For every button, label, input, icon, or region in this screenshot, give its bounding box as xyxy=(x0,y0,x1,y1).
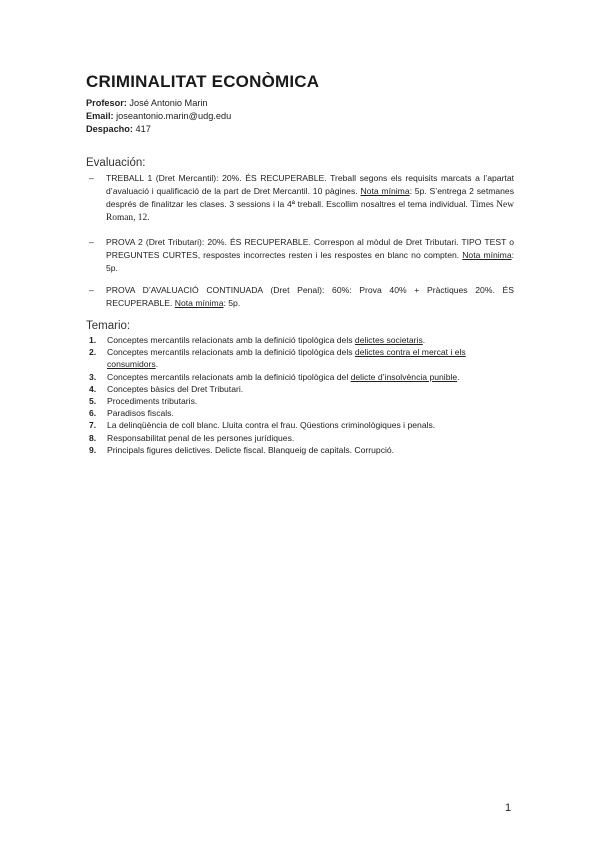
item-text: Conceptes mercantils relacionats amb la definició tipològica dels xyxy=(107,335,355,345)
item-number: 5. xyxy=(89,396,97,407)
item-number: 8. xyxy=(89,432,97,443)
item-text: . xyxy=(457,371,460,382)
item-text: : 5p. xyxy=(223,297,241,308)
underlined-topic: delictes contra el mercat i els consumidors xyxy=(107,347,466,370)
profesor-label: Profesor: xyxy=(86,98,127,108)
page-title: CRIMINALITAT ECONÒMICA xyxy=(86,72,320,91)
dash-bullet: – xyxy=(89,173,94,183)
underlined-topic: delicte d’insolvència punible xyxy=(350,371,458,382)
temario-item xyxy=(86,371,516,383)
temario-heading: Temario: xyxy=(86,320,131,332)
temario-item xyxy=(86,407,516,419)
dash-bullet: – xyxy=(89,237,94,247)
item-text: PROVA 2 (Dret Tributari): 20%. ÉS RECUPERABLE. Correspon al mòdul de Dret Tributari. TIPO TEST o PREGUNTES CURTES, respostes incorrectes resten i les respostes en blanc no compten. xyxy=(106,237,514,260)
dash-bullet: – xyxy=(89,285,94,295)
temario-item xyxy=(86,444,516,456)
profesor-value: José Antonio Marin xyxy=(126,98,208,108)
item-text: Responsabilitat penal de les persones jurídiques. xyxy=(107,432,295,443)
nota-minima: Nota mínima xyxy=(462,249,512,260)
item-number: 6. xyxy=(89,408,97,419)
item-text: Principals figures delictives. Delicte fiscal. Blanqueig de capitals. Corrupció. xyxy=(107,444,395,455)
temario-list xyxy=(86,334,516,456)
evaluacion-item-3 xyxy=(86,284,514,310)
temario-item xyxy=(86,334,516,346)
email-label: Email: xyxy=(86,111,114,121)
item-number: 3. xyxy=(89,371,97,382)
item-number: 4. xyxy=(89,383,97,394)
underlined-topic: delictes societaris xyxy=(354,335,423,345)
temario-item xyxy=(86,346,516,370)
font-spec: Times New Roman, 12. xyxy=(106,199,514,224)
evaluacion-list xyxy=(86,172,514,225)
page-number: 1 xyxy=(505,802,512,814)
temario-item xyxy=(86,395,516,407)
item-number: 1. xyxy=(89,335,97,345)
item-text: TREBALL 1 (Dret Mercantil): 20%. ÉS RECUPERABLE. Treball segons els requisits marcats a l’apartat d’avaluació i qualificació de la part de Dret Mercantil. 10 pàgines. xyxy=(106,173,514,196)
evaluacion-list-3 xyxy=(86,284,514,310)
item-text: : 5p. xyxy=(106,249,515,273)
item-text: PROVA D’AVALUACIÓ CONTINUADA (Dret Penal): 60%: Prova 40% + Pràctiques 20%. ÉS RECUPERABLE. xyxy=(106,285,514,308)
nota-minima: Nota mínima xyxy=(360,185,410,196)
evaluacion-item-1 xyxy=(86,172,514,225)
evaluacion-item-2 xyxy=(86,236,514,274)
item-number: 7. xyxy=(89,420,97,431)
item-text: . xyxy=(155,359,159,370)
item-number: 2. xyxy=(89,347,97,358)
temario-item xyxy=(86,383,516,395)
item-text: : 5p. S’entrega 2 setmanes després de finalitzar les clases. 3 sessions i la 4ª treball. Escollim nosaltres el tema individual. xyxy=(106,185,514,209)
despacho-label: Despacho: xyxy=(86,124,133,134)
item-text: Conceptes mercantils relacionats amb la definició tipològica del xyxy=(107,371,351,382)
item-text: La delinqüència de coll blanc. Lluita contra el frau. Qüestions criminològiques i penals. xyxy=(107,420,436,431)
evaluacion-list-2 xyxy=(86,236,514,274)
evaluacion-heading: Evaluación: xyxy=(86,157,146,169)
item-text: Conceptes bàsics del Dret Tributari. xyxy=(107,383,244,394)
profesor-line xyxy=(86,97,208,110)
temario-item xyxy=(86,432,516,444)
despacho-value: 417 xyxy=(132,124,151,134)
item-text: Conceptes mercantils relacionats amb la definició tipològica dels xyxy=(107,347,355,358)
temario-item xyxy=(86,419,516,431)
email-line xyxy=(86,110,231,123)
nota-minima: Nota mínima xyxy=(174,297,224,308)
email-value: joseantonio.marin@udg.edu xyxy=(113,111,232,121)
item-number: 9. xyxy=(89,444,97,455)
item-text: . xyxy=(422,335,426,345)
item-text: Paradisos fiscals. xyxy=(107,408,174,419)
despacho-line xyxy=(86,123,151,136)
item-text: Procediments tributaris. xyxy=(107,396,198,407)
